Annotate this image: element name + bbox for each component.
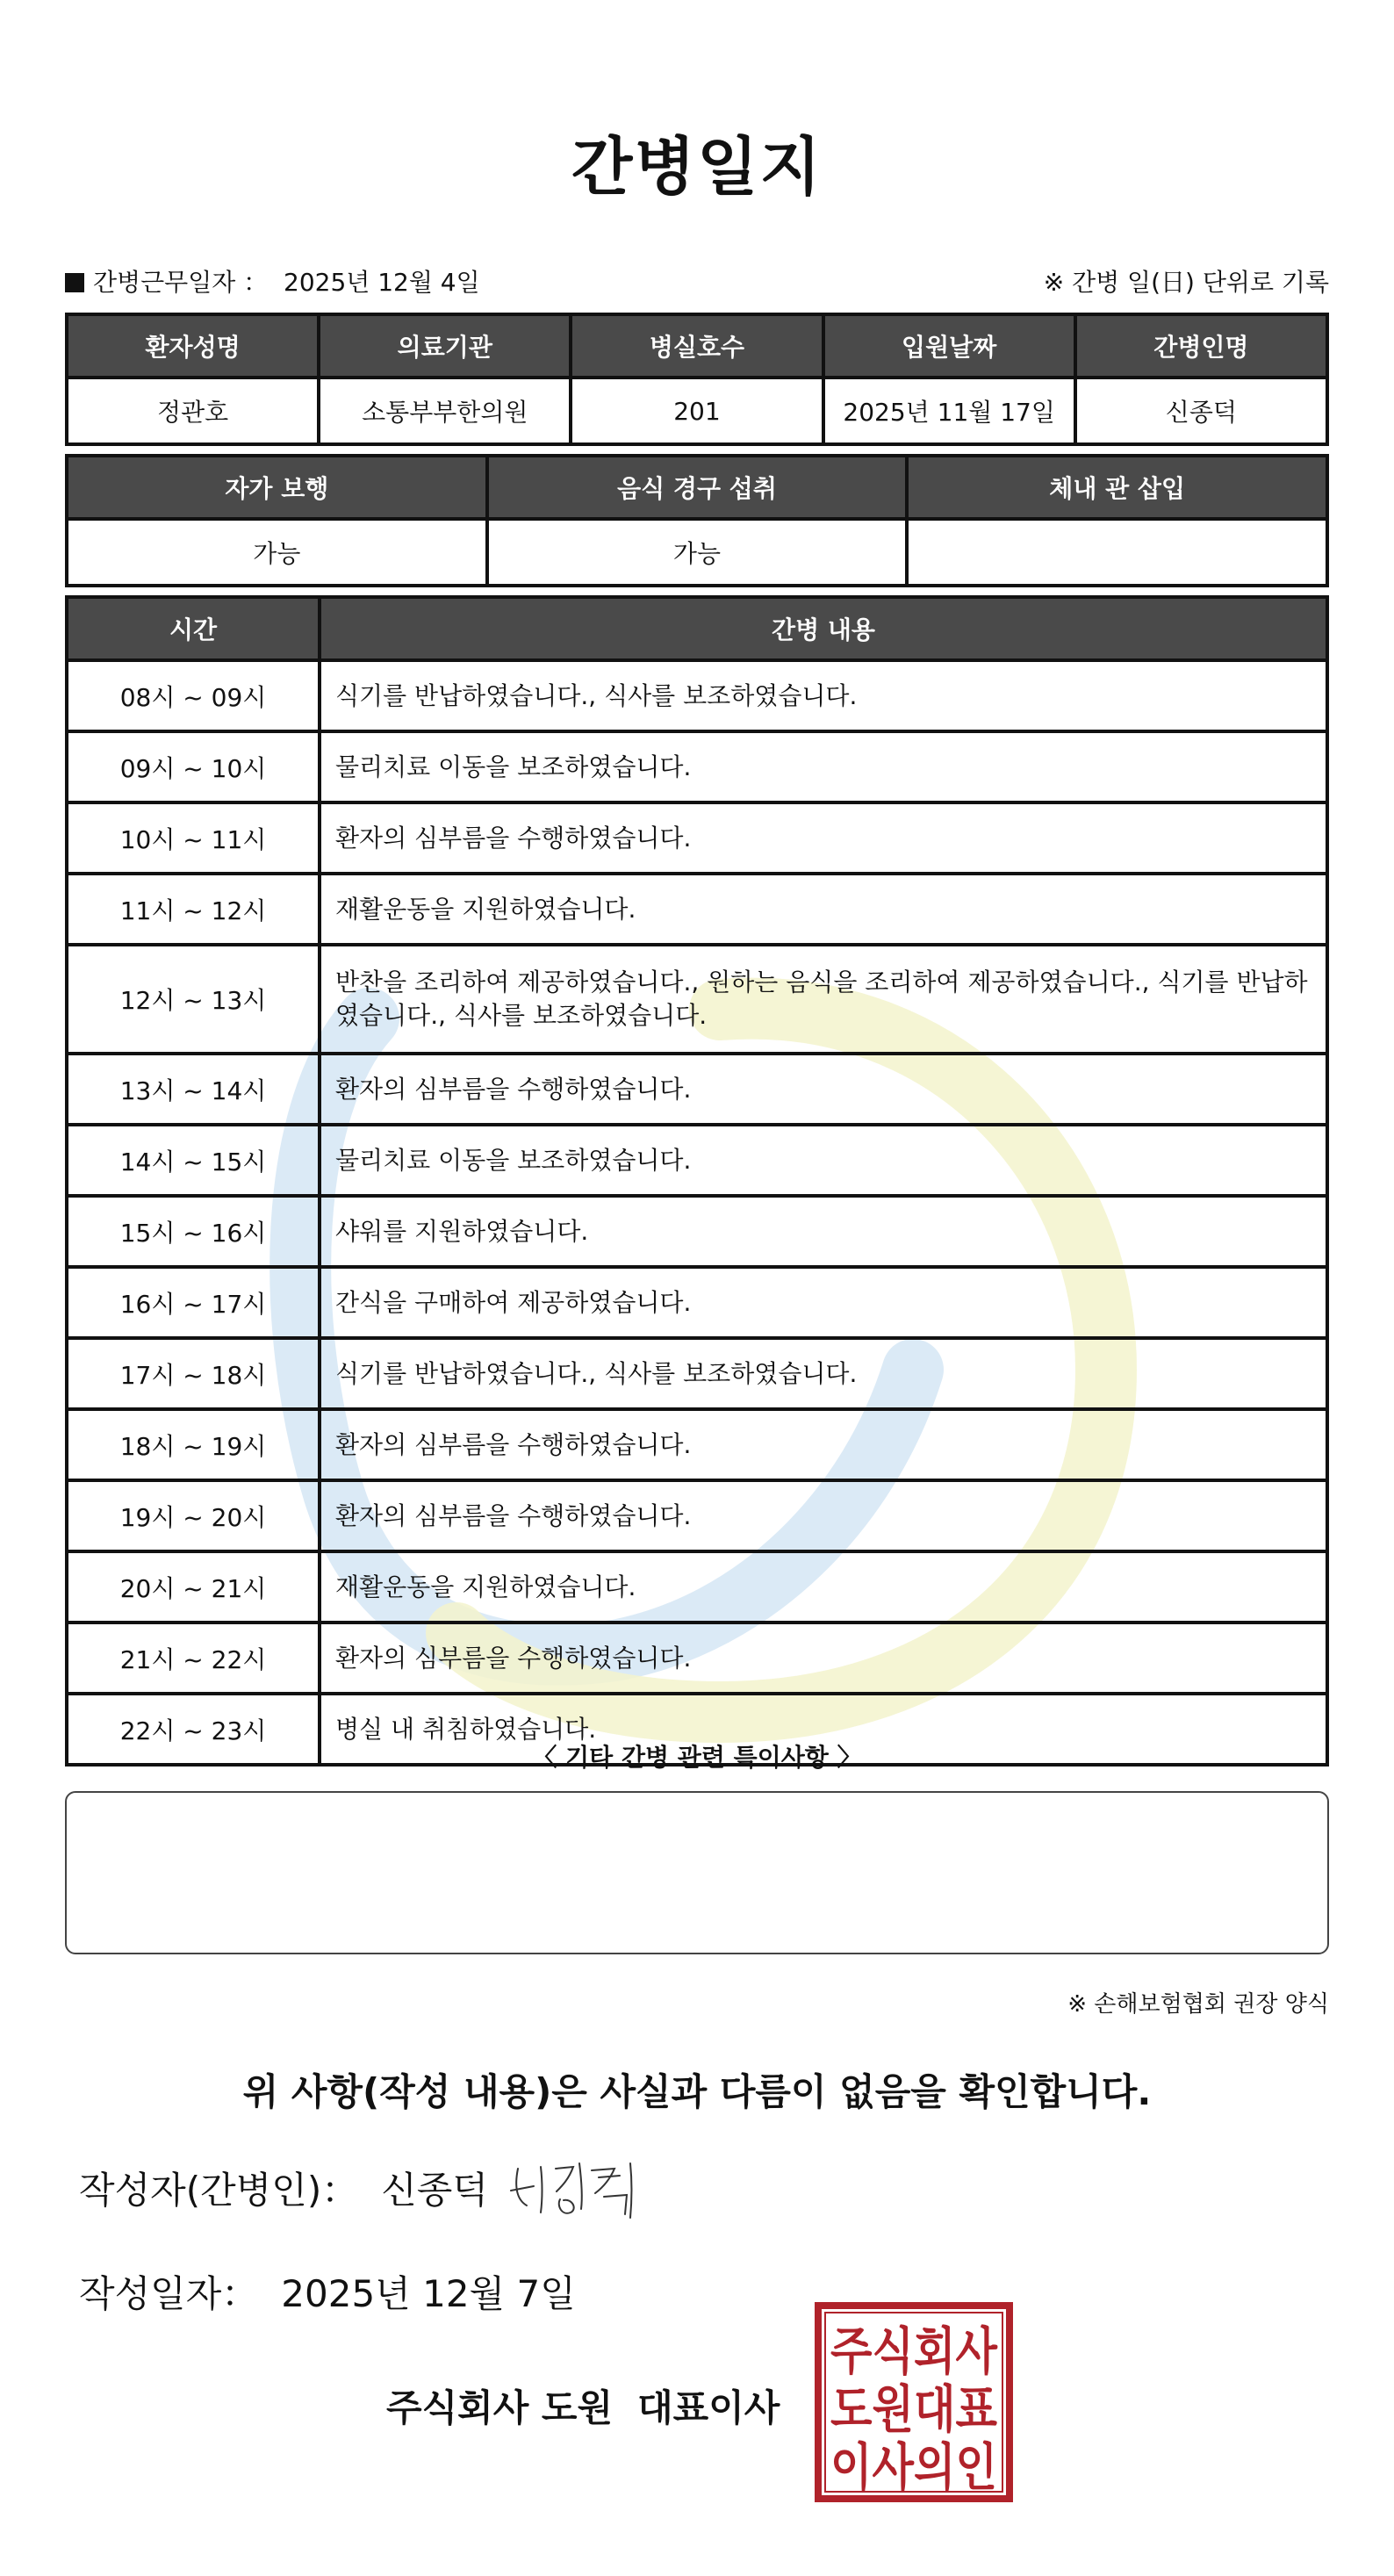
record-note: ※ 간병 일(日) 단위로 기록 xyxy=(1043,268,1329,297)
table-row xyxy=(67,1267,1327,1338)
header-walking: 자가 보행 xyxy=(67,456,487,519)
header-admission-date: 입원날짜 xyxy=(823,314,1075,378)
table-row xyxy=(67,1409,1327,1480)
author-label: 작성자(간병인)： xyxy=(79,2169,359,2212)
written-date-label: 작성일자： xyxy=(79,2272,259,2315)
seal-text-line-3: 이사의인 xyxy=(830,2437,997,2497)
row-time: 09시 ~ 10시 xyxy=(67,731,320,802)
row-time: 11시 ~ 12시 xyxy=(67,874,320,945)
row-time: 12시 ~ 13시 xyxy=(67,945,320,1054)
row-content: 샤워를 지원하였습니다. xyxy=(320,1196,1327,1267)
admission-date: 2025년 11월 17일 xyxy=(823,378,1075,444)
tube-insertion-status xyxy=(907,519,1327,586)
author-line xyxy=(79,2162,488,2214)
patient-status-table xyxy=(65,454,1329,587)
row-content: 환자의 심부름을 수행하였습니다. xyxy=(320,1623,1327,1694)
company-seal xyxy=(813,2300,1015,2504)
handwritten-signature xyxy=(507,2151,639,2230)
written-date-line xyxy=(79,2265,576,2318)
table-row xyxy=(67,1196,1327,1267)
row-time: 15시 ~ 16시 xyxy=(67,1196,320,1267)
table-row xyxy=(67,1125,1327,1196)
patient-info-table xyxy=(65,313,1329,446)
header-time: 시간 xyxy=(67,597,320,660)
table-row xyxy=(67,1551,1327,1623)
author-name: 신종덕 xyxy=(381,2169,488,2212)
table-row xyxy=(67,731,1327,802)
header-patient-name: 환자성명 xyxy=(67,314,319,378)
caregiver-name: 신종덕 xyxy=(1075,378,1327,444)
care-log-table xyxy=(65,595,1329,1767)
row-content: 재활운동을 지원하였습니다. xyxy=(320,874,1327,945)
hospital-name: 소통부부한의원 xyxy=(319,378,571,444)
row-content: 식기를 반납하였습니다., 식사를 보조하였습니다. xyxy=(320,1338,1327,1409)
row-content: 물리치료 이동을 보조하였습니다. xyxy=(320,1125,1327,1196)
row-content: 재활운동을 지원하였습니다. xyxy=(320,1551,1327,1623)
table-row xyxy=(67,1623,1327,1694)
header-room: 병실호수 xyxy=(571,314,823,378)
written-date-value: 2025년 12월 7일 xyxy=(281,2272,576,2315)
row-time: 21시 ~ 22시 xyxy=(67,1623,320,1694)
row-time: 14시 ~ 15시 xyxy=(67,1125,320,1196)
row-time: 08시 ~ 09시 xyxy=(67,660,320,731)
row-content: 반찬을 조리하여 제공하였습니다., 원하는 음식을 조리하여 제공하였습니다., 식기를 반납하였습니다., 식사를 보조하였습니다. xyxy=(320,945,1327,1054)
square-bullet-icon xyxy=(65,273,84,292)
company-name: 주식회사 도원 xyxy=(386,2386,614,2429)
work-date-line xyxy=(65,263,480,299)
work-date-value: 2025년 12월 4일 xyxy=(284,268,480,297)
document-title: 간병일지 xyxy=(571,130,823,204)
row-time: 22시 ~ 23시 xyxy=(67,1694,320,1765)
table-row xyxy=(67,660,1327,731)
table-row xyxy=(67,1338,1327,1409)
table-row xyxy=(67,802,1327,874)
row-content: 물리치료 이동을 보조하였습니다. xyxy=(320,731,1327,802)
header-oral-intake: 음식 경구 섭취 xyxy=(487,456,908,519)
row-time: 19시 ~ 20시 xyxy=(67,1480,320,1551)
row-content: 간식을 구매하여 제공하였습니다. xyxy=(320,1267,1327,1338)
row-content: 환자의 심부름을 수행하였습니다. xyxy=(320,1054,1327,1125)
header-caregiver-name: 간병인명 xyxy=(1075,314,1327,378)
row-time: 10시 ~ 11시 xyxy=(67,802,320,874)
room-number: 201 xyxy=(571,378,823,444)
seal-text-line-2: 도원대표 xyxy=(830,2379,997,2439)
patient-name: 정관호 xyxy=(67,378,319,444)
row-time: 18시 ~ 19시 xyxy=(67,1409,320,1480)
row-content: 환자의 심부름을 수행하였습니다. xyxy=(320,802,1327,874)
row-content: 식기를 반납하였습니다., 식사를 보조하였습니다. xyxy=(320,660,1327,731)
table-row xyxy=(67,1054,1327,1125)
notes-title: 〈 기타 간병 관련 특이사항 〉 xyxy=(532,1743,862,1772)
representative-title: 대표이사 xyxy=(637,2386,780,2429)
oral-intake-status: 가능 xyxy=(487,519,908,586)
row-content: 환자의 심부름을 수행하였습니다. xyxy=(320,1480,1327,1551)
row-content: 환자의 심부름을 수행하였습니다. xyxy=(320,1409,1327,1480)
row-time: 20시 ~ 21시 xyxy=(67,1551,320,1623)
row-time: 17시 ~ 18시 xyxy=(67,1338,320,1409)
notes-input[interactable] xyxy=(65,1791,1329,1954)
walking-status: 가능 xyxy=(67,519,487,586)
seal-text-line-1: 주식회사 xyxy=(830,2321,998,2381)
row-time: 16시 ~ 17시 xyxy=(67,1267,320,1338)
row-time: 13시 ~ 14시 xyxy=(67,1054,320,1125)
confirmation-statement: 위 사항(작성 내용)은 사실과 다름이 없음을 확인합니다. xyxy=(242,2070,1152,2113)
work-date-label: 간병근무일자 ： xyxy=(93,268,269,297)
row-content: 병실 내 취침하였습니다. xyxy=(320,1694,1327,1765)
recommend-note: ※ 손해보험협회 권장 양식 xyxy=(1067,1991,1329,2018)
table-row xyxy=(67,874,1327,945)
header-tube-insertion: 체내 관 삽입 xyxy=(907,456,1327,519)
table-row xyxy=(67,1480,1327,1551)
table-row xyxy=(67,945,1327,1054)
header-care-content: 간병 내용 xyxy=(320,597,1327,660)
company-line xyxy=(386,2379,780,2432)
header-hospital: 의료기관 xyxy=(319,314,571,378)
